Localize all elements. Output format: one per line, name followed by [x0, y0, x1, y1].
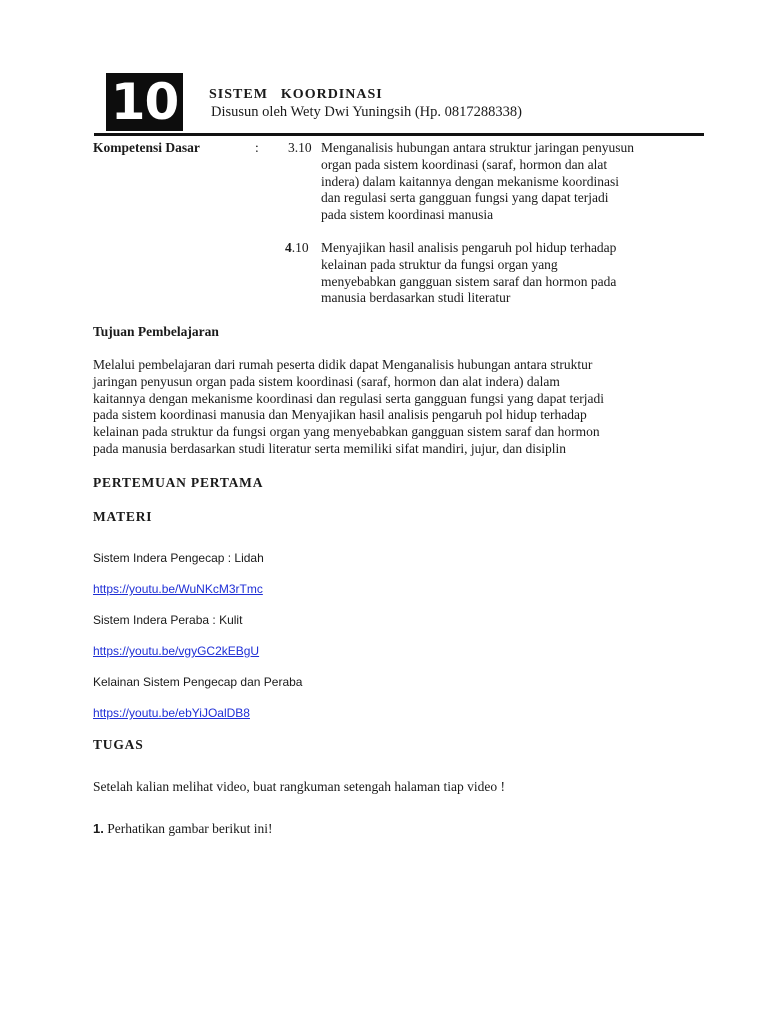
author-line: Disusun oleh Wety Dwi Yuningsih (Hp. 0817288338) [211, 104, 522, 120]
pertemuan-heading: PERTEMUAN PERTAMA [93, 475, 264, 490]
list-number: 1. [93, 821, 104, 836]
materi-item-label: Sistem Indera Pengecap : Lidah [93, 551, 264, 565]
paragraph-line: pada sistem koordinasi manusia dan Menyajikan hasil analisis pengaruh pol hidup terhadap [93, 407, 587, 423]
kompetensi-dasar-colon: : [255, 140, 259, 155]
kd-item-text [321, 240, 691, 307]
kd-item-line: pada sistem koordinasi manusia [321, 207, 494, 223]
kd-item-line: organ pada sistem koordinasi (saraf, hormon dan alat [321, 156, 608, 172]
kd-item-text [321, 140, 691, 224]
paragraph-line: pada manusia berdasarkan studi literatur serta memiliki sifat mandiri, jujur, dan disiplin [93, 440, 566, 456]
paragraph-line: jaringan penyusun organ pada sistem koordinasi (saraf, hormon dan alat indera) dalam [93, 373, 560, 389]
kd-item-line: manusia berdasarkan studi literatur [321, 290, 511, 306]
materi-heading: MATERI [93, 509, 153, 524]
paragraph-line: Melalui pembelajaran dari rumah peserta didik dapat Menganalisis hubungan antara struktur [93, 357, 593, 372]
materi-video-link[interactable]: https://youtu.be/ebYiJOalDB8 [93, 706, 250, 720]
paragraph-line: kaitannya dengan mekanisme koordinasi dan regulasi serta gangguan fungsi yang dapat terjadi [93, 390, 604, 406]
kd-item-line: Menganalisis hubungan antara struktur jaringan penyusun [321, 140, 635, 155]
tujuan-paragraph [93, 357, 693, 458]
kd-item-number [285, 240, 309, 256]
materi-item-label: Sistem Indera Peraba : Kulit [93, 613, 243, 627]
tugas-instruction: Setelah kalian melihat video, buat rangkuman setengah halaman tiap video ! [93, 779, 505, 794]
list-item-text: Perhatikan gambar berikut ini! [107, 821, 273, 836]
tujuan-heading: Tujuan Pembelajaran [93, 324, 219, 339]
kd-item-line: indera) dalam kaitannya dengan mekanisme koordinasi [321, 173, 620, 189]
materi-video-link[interactable]: https://youtu.be/WuNKcM3rTmc [93, 582, 263, 596]
kd-item-number-bold: 4 [285, 240, 292, 255]
tugas-heading: TUGAS [93, 737, 144, 752]
paragraph-line: kelainan pada struktur da fungsi organ yang menyebabkan gangguan sistem saraf dan hormon [93, 424, 600, 440]
kd-item-line: dan regulasi serta gangguan fungsi yang dapat terjadi [321, 190, 609, 206]
materi-video-link[interactable]: https://youtu.be/vgyGC2kEBgU [93, 644, 260, 658]
document-title: SISTEM KOORDINASI [209, 87, 383, 102]
kd-item-number: 3.10 [288, 140, 312, 155]
kompetensi-dasar-label: Kompetensi Dasar [93, 140, 200, 155]
kd-item-line: Menyajikan hasil analisis pengaruh pol hidup terhadap [321, 240, 617, 255]
materi-item-label: Kelainan Sistem Pengecap dan Peraba [93, 675, 303, 689]
chapter-number-badge: 10 [106, 73, 183, 131]
header-divider [94, 133, 704, 136]
kd-item-number-rest: .10 [291, 240, 309, 255]
kd-item-line: menyebabkan gangguan sistem saraf dan hormon pada [321, 273, 617, 289]
tugas-list-item [93, 821, 273, 837]
kd-item-line: kelainan pada struktur da fungsi organ yang [321, 256, 558, 272]
